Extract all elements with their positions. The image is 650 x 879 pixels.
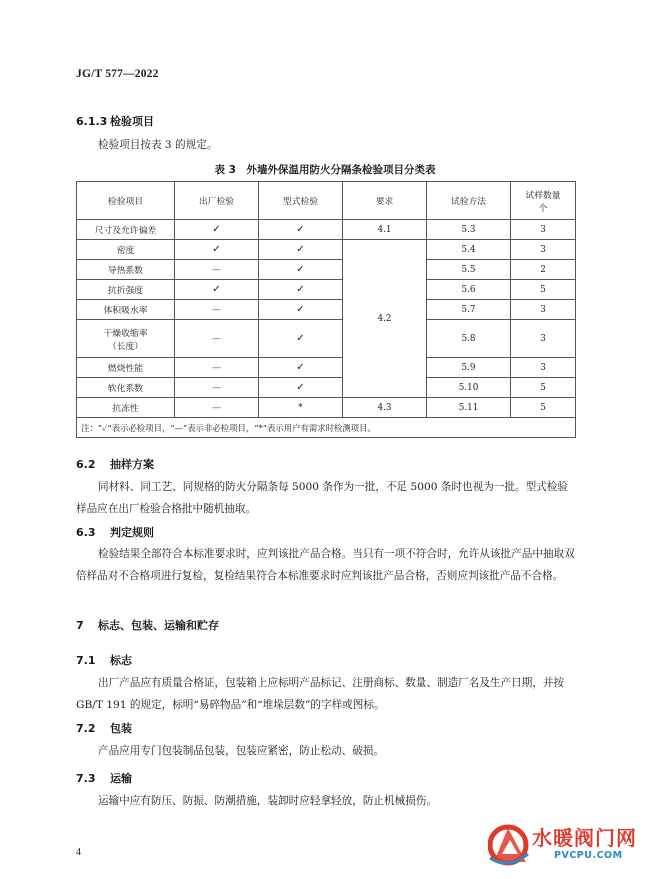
section-number: 6.2 [76,458,96,471]
section-7-2-text: 产品应用专门包装制品包装，包装应紧密，防止松动、破损。 [98,745,385,757]
method-cell: 5.8 [427,320,511,358]
item-cell: 干燥收缩率 （长度） [77,320,175,358]
item-cell: 抗折强度 [77,280,175,300]
check-mark-icon: ✓ [175,220,259,240]
section-7-3-text: 运输中应有防压、防振、防潮措施，装卸时应轻拿轻放，防止机械损伤。 [98,795,437,807]
table-row [77,220,576,240]
valve-logo-icon [488,818,532,870]
dash-mark: — [175,358,259,378]
check-mark-icon: ✓ [175,240,259,260]
check-mark-icon: ✓ [259,358,343,378]
section-title: 标志、包装、运输和贮存 [98,619,219,632]
section-7-3-heading [76,770,132,786]
method-cell: 5.10 [427,378,511,398]
check-mark-icon: ✓ [259,240,343,260]
section-7-1-text: 出厂产品应有质量合格证，包装箱上应标明产品标记、注册商标、数量、制造厂名及生产日期，并按 GB/T 191 的规定，标明“易碎物品”和“堆垛层数”的字样或图标。 [76,677,565,711]
quantity-cell: 3 [511,240,576,260]
section-number: 6.1.3 [76,115,108,128]
item-cell: 体积吸水率 [77,300,175,320]
section-title: 检验项目 [110,115,154,128]
section-6-1-3-text: 检验项目按表 3 的规定。 [98,139,218,151]
table-row [77,378,576,398]
dash-mark: — [175,260,259,280]
check-mark-icon: ✓ [259,378,343,398]
check-mark-icon: ✓ [175,280,259,300]
item-cell: 密度 [77,240,175,260]
header-cell: 检验项目 [77,182,175,220]
section-6-2-heading [76,456,154,472]
item-cell: 抗冻性 [77,398,175,418]
method-cell: 5.4 [427,240,511,260]
table-note-row [77,418,576,438]
check-mark-icon: ✓ [259,300,343,320]
quantity-cell: 5 [511,398,576,418]
check-mark-icon: ✓ [259,260,343,280]
method-cell: 5.5 [427,260,511,280]
section-title: 运输 [110,772,132,785]
quantity-cell: 3 [511,358,576,378]
dash-mark: — [175,398,259,418]
table-row [77,398,576,418]
section-6-3-text: 检验结果全部符合本标准要求时，应判该批产品合格。当只有一项不符合时，允许从该批产品中抽取双倍样品对不合格项进行复检，复检结果符合本标准要求时应判该批产品合格，否则应判该批产品不合格。 [76,548,575,582]
standard-code: JG/T 577—2022 [76,68,159,80]
section-6-2-text: 同材料、同工艺、同规格的防火分隔条每 5000 条作为一批，不足 5000 条时也视为一批。型式检验样品应在出厂检验合格批中随机抽取。 [76,481,568,515]
section-title: 抽样方案 [110,458,154,471]
section-title: 判定规则 [110,526,154,539]
section-number: 7 [76,619,84,632]
header-cell: 型式检验 [259,182,343,220]
check-mark-icon: ✓ [259,220,343,240]
inspection-items-table [76,181,576,438]
section-number: 7.3 [76,772,96,785]
quantity-cell: 3 [511,320,576,358]
item-cell: 软化系数 [77,378,175,398]
dash-mark: — [175,378,259,398]
header-cell: 试验方法 [427,182,511,220]
section-7-1-heading [76,652,132,668]
requirement-cell: 4.1 [343,220,427,240]
item-cell: 导热系数 [77,260,175,280]
watermark-url: PVCPU.COM [554,850,623,861]
requirement-cell: 4.3 [343,398,427,418]
table-row [77,300,576,320]
table-row [77,320,576,358]
dash-mark: — [175,300,259,320]
page-number: 4 [76,847,81,858]
quantity-cell: 2 [511,260,576,280]
table-row [77,260,576,280]
section-number: 6.3 [76,526,96,539]
table-row [77,280,576,300]
table-row [77,358,576,378]
method-cell: 5.3 [427,220,511,240]
check-mark-icon: ✓ [259,280,343,300]
table-header-row [77,182,576,220]
dash-mark: — [175,320,259,358]
section-number: 7.2 [76,722,96,735]
header-cell: 试样数量 个 [511,182,576,220]
watermark-logo [488,818,638,872]
asterisk-mark: * [259,398,343,418]
quantity-cell: 5 [511,280,576,300]
watermark-text: 水暖阀门网 [532,826,637,850]
check-mark-icon: ✓ [259,320,343,358]
section-7-2-heading [76,720,132,736]
method-cell: 5.7 [427,300,511,320]
chapter-7-heading [76,617,219,633]
section-6-1-3-heading [76,113,154,129]
table-row [77,240,576,260]
table-note: 注：“✓”表示必检项目，“—”表示非必检项目，“*”表示用户有需求时检测项目。 [77,418,576,438]
section-6-3-heading [76,524,154,540]
method-cell: 5.11 [427,398,511,418]
section-number: 7.1 [76,654,96,667]
item-cell: 燃烧性能 [77,358,175,378]
requirement-merged-cell: 4.2 [343,240,427,398]
section-title: 包装 [110,722,132,735]
header-cell: 要求 [343,182,427,220]
quantity-cell: 3 [511,300,576,320]
table-caption: 表 3 外墙外保温用防火分隔条检验项目分类表 [214,164,436,176]
section-title: 标志 [110,654,132,667]
item-cell: 尺寸及允许偏差 [77,220,175,240]
method-cell: 5.6 [427,280,511,300]
header-cell: 出厂检验 [175,182,259,220]
method-cell: 5.9 [427,358,511,378]
quantity-cell: 5 [511,378,576,398]
quantity-cell: 3 [511,220,576,240]
